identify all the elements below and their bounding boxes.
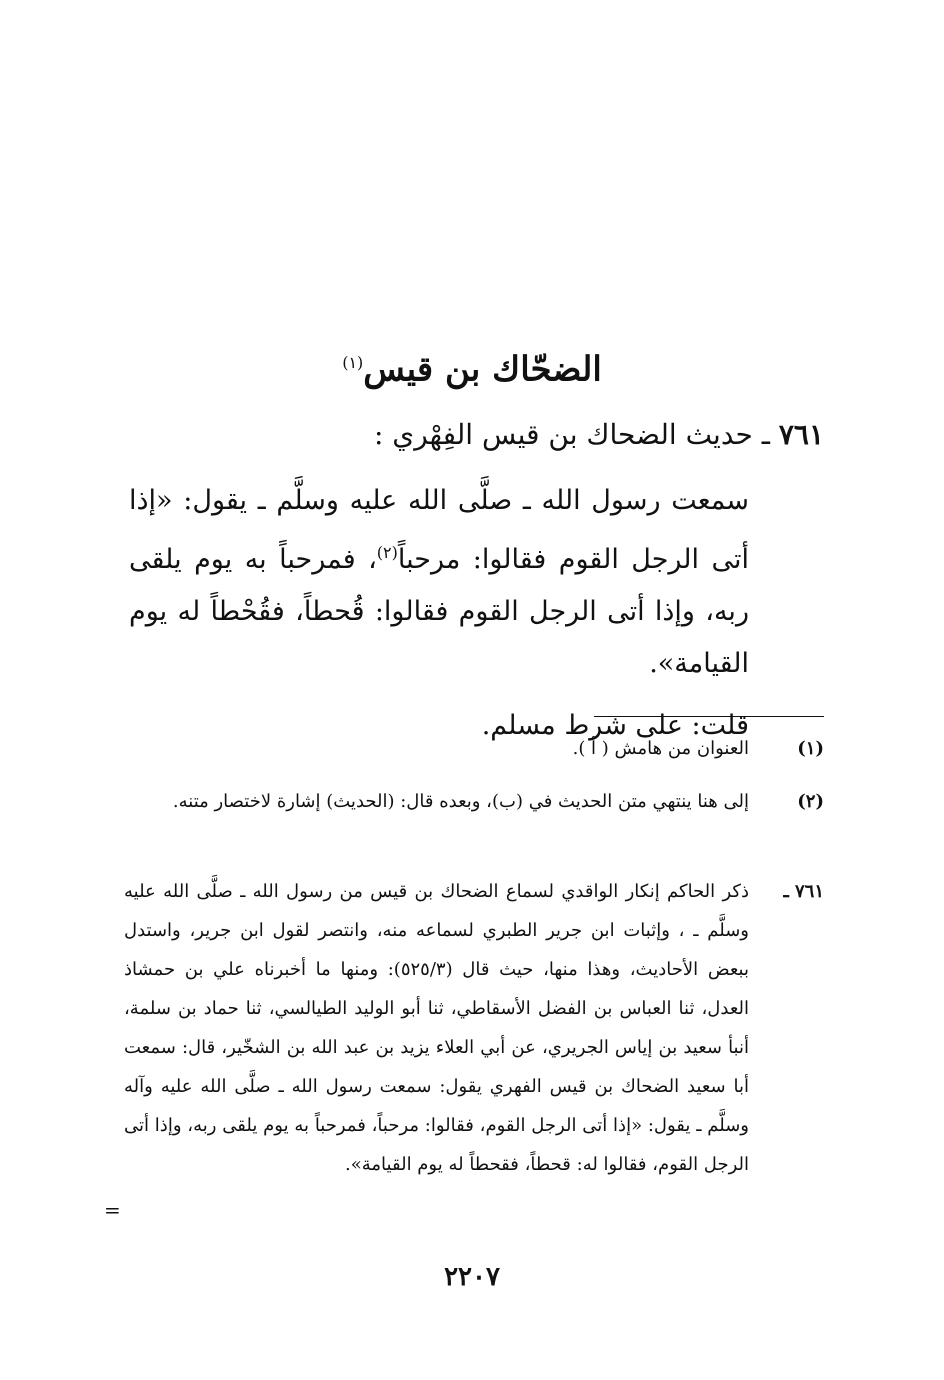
continuation-mark: =	[104, 1198, 121, 1222]
hadith-dash: ـ	[752, 418, 779, 451]
footnote-1-number: (١)	[797, 738, 824, 759]
hadith-title: حديث الضحاك بن قيس الفِهْري :	[373, 418, 753, 451]
hadith-header	[104, 410, 824, 460]
hadith-text-part2: ، فمرحباً به يوم يلقى ربه، وإذا أتى الرجل القوم فقالوا: قُحطاً، فقُحْطاً له يوم القيامة».	[129, 544, 749, 679]
hadith-number: ٧٦١	[778, 418, 824, 451]
footnote-2-number: (٢)	[797, 791, 824, 812]
note-number: ٧٦١ ـ	[783, 881, 824, 902]
section-title: الضحّاك بن قيس	[363, 349, 602, 390]
footnote-divider	[594, 716, 824, 717]
note-text: ذكر الحاكم إنكار الواقدي لسماع الضحاك بن قيس من رسول الله ـ صلَّى الله عليه وسلَّم ـ ، وإثبات ابن جرير الطبري لسماعه منه، وانتصر لقول ابن جرير، واستدل ببعض الأحاديث، وهذا منها، حيث قال (٥٢٥/٣): ومنها ما أخبرناه علي بن حمشاذ العدل، ثنا العباس بن الفضل الأسقاطي، ثنا أبو الوليد الطيالسي، ثنا حماد بن سلمة، أنبأ سعيد بن إياس الجريري، عن أبي العلاء يزيد بن عبد الله بن الشخّير، قال: سمعت أبا سعيد الضحاك بن قيس الفهري يقول: سمعت رسول الله ـ صلَّى الله عليه وآله وسلَّم ـ يقول: «إذا أتى الرجل القوم، فقالوا: مرحباً، فمرحباً به يوم يلقى ربه، وإذا أتى الرجل القوم، فقالوا له: قحطاً، فقحطاً له يوم القيامة».	[124, 881, 749, 1175]
footnote-2-text: إلى هنا ينتهي متن الحديث في (ب)، وبعده قال: (الحديث) إشارة لاختصار متنه.	[172, 791, 749, 812]
page-number: ٢٢٠٧	[444, 1262, 500, 1292]
footnote-1-text: العنوان من هامش ( أ ).	[572, 738, 749, 759]
hadith-ruling: قلت: على شرط مسلم.	[481, 710, 749, 741]
hadith-text-part1: سمعت رسول الله ـ صلَّى الله عليه وسلَّم ـ يقول: «إذا أتى الرجل القوم فقالوا: مرحباً	[129, 485, 749, 575]
footnote-ref-1: (١)	[342, 353, 364, 372]
takhrij-note	[124, 872, 824, 1184]
hadith-body	[129, 475, 749, 752]
footnote-ref-2: (٢)	[376, 543, 398, 562]
footnote-1	[124, 730, 824, 768]
hadith-text	[129, 475, 749, 690]
footnote-2	[124, 783, 824, 821]
section-heading	[0, 338, 944, 394]
